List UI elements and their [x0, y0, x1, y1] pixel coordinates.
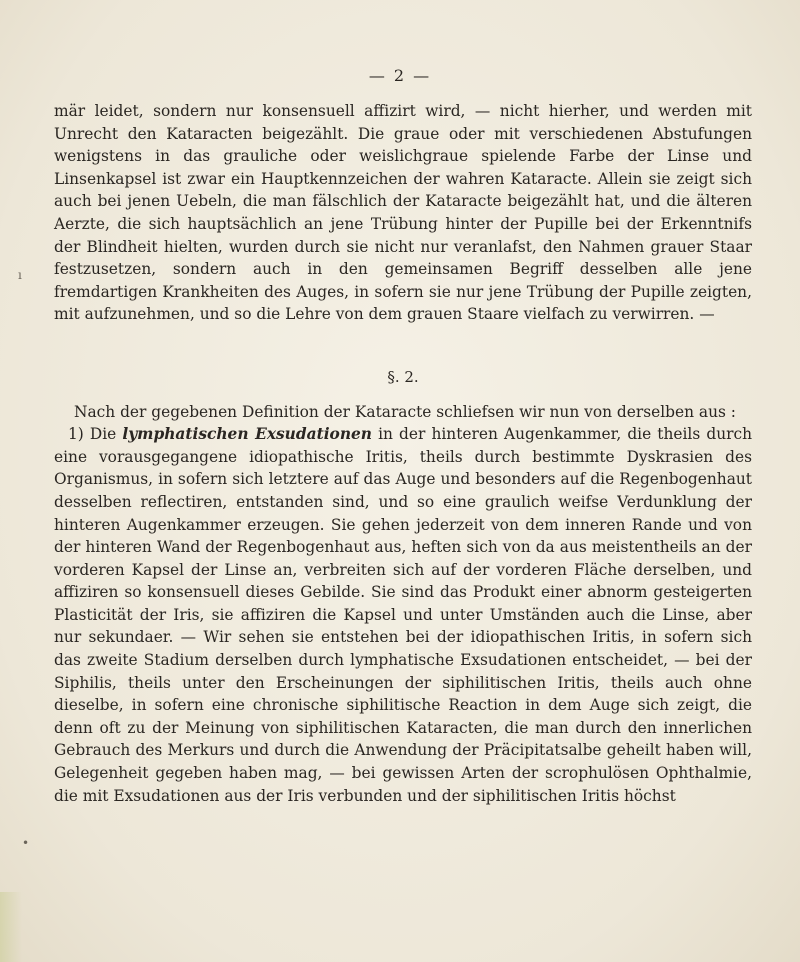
- item-emphasis: lymphatischen Exsudationen: [122, 425, 372, 444]
- item-body: in der hinteren Augenkammer, die theils durch eine vorausgegangene idiopathische Iritis, theils durch bestimmte Dyskrasien des Organismus, in sofern sich letztere auf das Auge und besonders auf die Regenbogenhaut desselben reflectiren, entstanden sind, und so eine graulich weifse Verdunklung der hinteren Augenkammer erzeugen. Sie gehen jederzeit von dem inneren Rande und von der hinteren Wand der Regenbogenhaut aus, heften sich von da aus meistentheils an der vorderen Kapsel der Linse an, verbreiten sich auf der vorderen Fläche derselben, und affiziren so konsensuell dieses Gebilde. Sie sind das Produkt einer abnorm gesteigerten Plasticität der Iris, sie affiziren die Kapsel und unter Umständen auch die Linse, aber nur sekundaer. — Wir sehen sie entstehen bei der idiopathischen Iritis, in sofern sich das zweite Stadium derselben durch lymphatische Exsudationen entscheidet, — bei der Siphilis, theils unter den Erscheinungen der siphilitischen Iritis, theils auch ohne dieselbe, in sofern eine chronische siphilitische Reaction in dem Auge sich zeigt, die denn oft zu der Meinung von siphilitischen Kataracten, die man durch den innerlichen Gebrauch des Merkurs und durch die Anwendung der Präcipitatsalbe geheilt haben will, Gelegenheit gegeben haben mag, — bei gewissen Arten der scrophulösen Ophthalmie, die mit Exsudationen aus der Iris verbunden und der siphilitischen Iritis höchst: [54, 425, 752, 805]
- body-text: [54, 100, 752, 807]
- page-stain: [0, 892, 22, 962]
- section-heading: §. 2.: [387, 367, 419, 386]
- item-prefix: 1) Die: [68, 425, 123, 444]
- paragraph-item-1: [54, 423, 752, 807]
- paragraph-definition: Nach der gegebenen Definition der Kataracte schliefsen wir nun von derselben aus :: [74, 402, 736, 421]
- margin-mark: ı: [18, 268, 22, 282]
- page-number: — 2 —: [368, 66, 432, 85]
- paragraph-continuation: mär leidet, sondern nur konsensuell affizirt wird, — nicht hierher, und werden mit Unrecht den Kataracten beigezählt. Die graue oder mit verschiedenen Abstufungen wenigstens in das grauliche oder weislichgraue spielende Farbe der Linse und Linsenkapsel ist zwar ein Hauptkennzeichen der wahren Kataracte. Allein sie zeigt sich auch bei jenen Uebeln, die man fälschlich der Kataracte beigezählt hat, und die älteren Aerzte, die sich hauptsächlich an jene Trübung hinter der Pupille bei der Erkenntnifs der Blindheit hielten, wurden durch sie nicht nur veranlafst, den Nahmen grauer Staar festzusetzen, sondern auch in den gemeinsamen Begriff desselben alle jene fremdartigen Krankheiten des Auges, in sofern sie nur jene Trübung der Pupille zeigten, mit aufzunehmen, und so die Lehre von dem grauen Staare vielfach zu verwirren. —: [54, 102, 752, 324]
- margin-mark: •: [22, 836, 30, 850]
